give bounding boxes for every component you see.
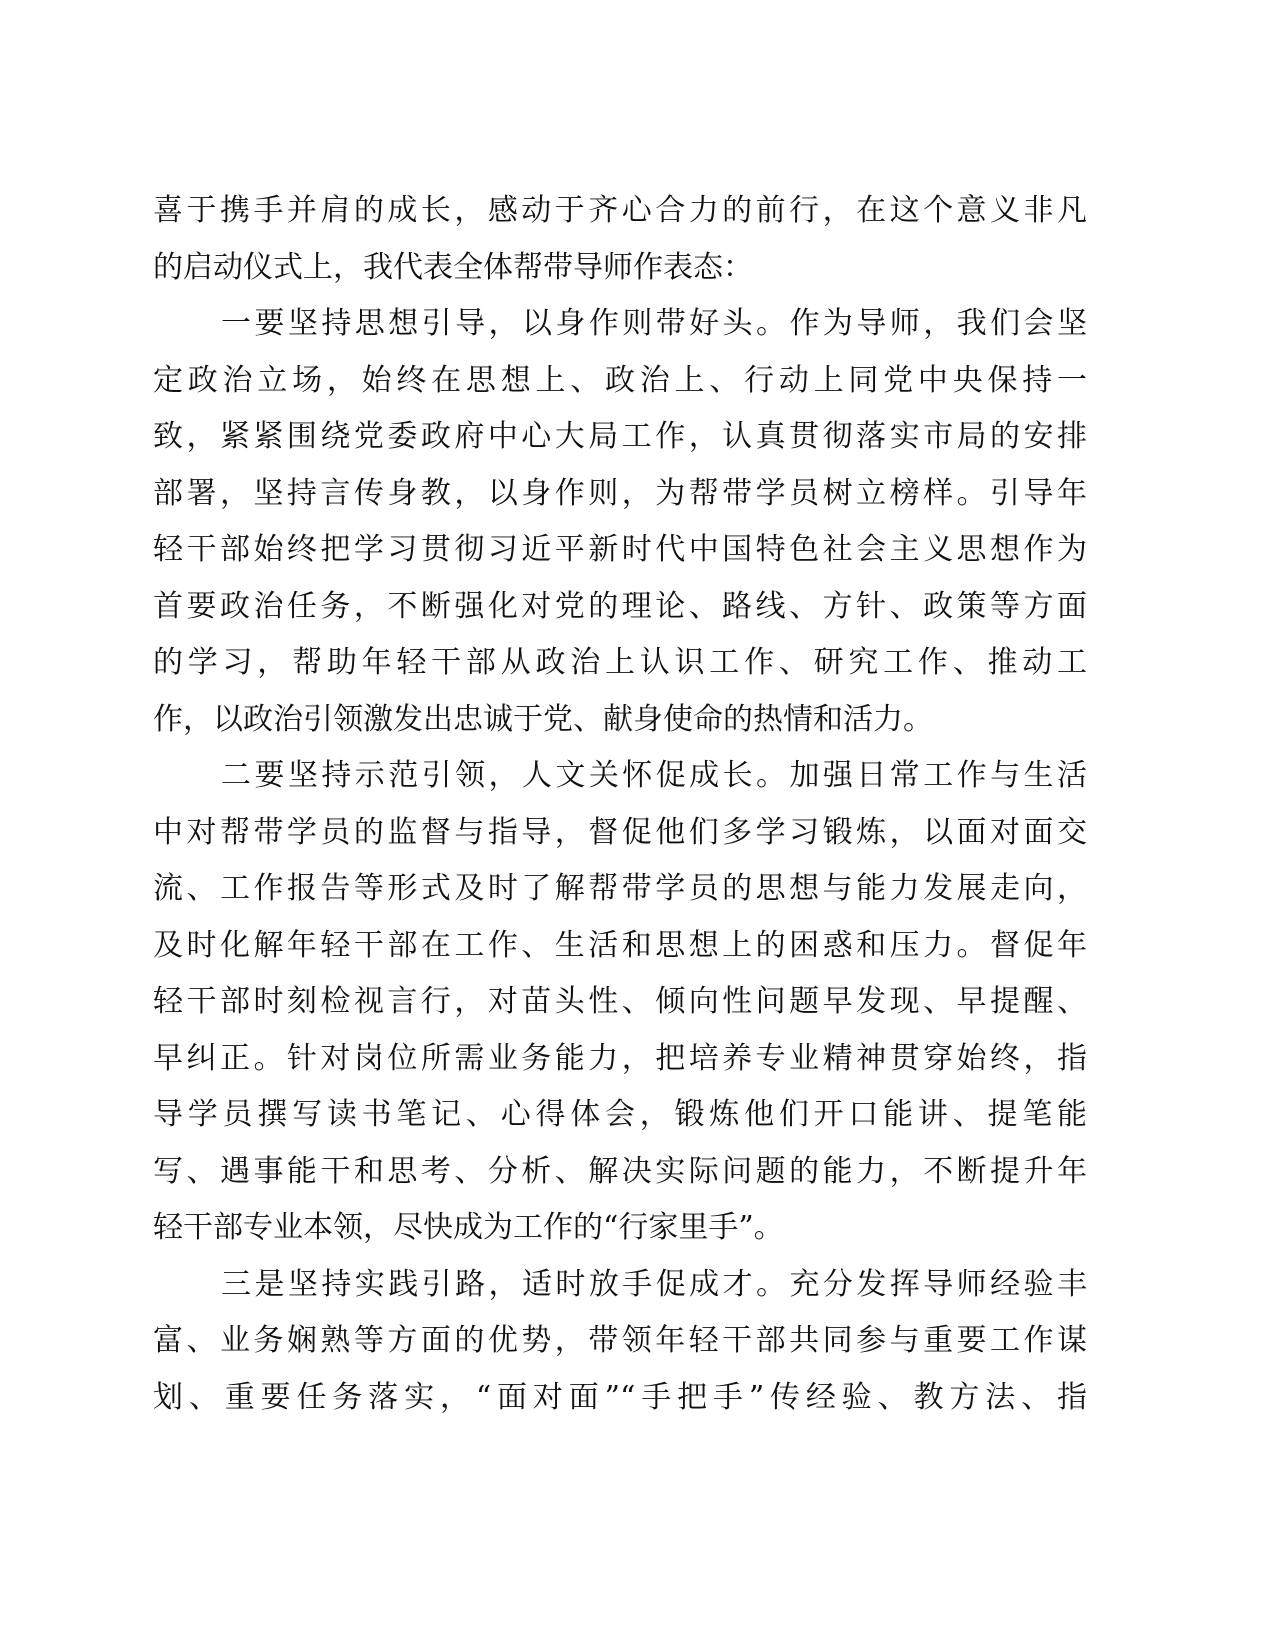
text-line: 流、工作报告等形式及时了解帮带学员的思想与能力发展走向， bbox=[153, 871, 1087, 906]
text-line: 轻干部专业本领，尽快成为工作的“行家里手”。 bbox=[153, 1210, 784, 1245]
text-line: 中对帮带学员的监督与指导，督促他们多学习锻炼，以面对面交 bbox=[153, 814, 1087, 850]
paragraph-2-first-line: 二要坚持示范引领，人文关怀促成长。加强日常工作与生活 bbox=[221, 758, 1087, 793]
text-line: 轻干部始终把学习贯彻习近平新时代中国特色社会主义思想作为 bbox=[153, 532, 1087, 567]
text-line: 部署，坚持言传身教，以身作则，为帮带学员树立榜样。引导年 bbox=[153, 475, 1087, 511]
text-line: 的启动仪式上，我代表全体帮带导师作表态： bbox=[153, 249, 753, 285]
text-line: 富、业务娴熟等方面的优势，带领年轻干部共同参与重要工作谋 bbox=[153, 1323, 1087, 1358]
text-line: 导学员撰写读书笔记、心得体会，锻炼他们开口能讲、提笔能 bbox=[153, 1097, 1087, 1132]
text-line: 首要政治任务，不断强化对党的理论、路线、方针、政策等方面 bbox=[153, 588, 1087, 624]
text-line: 喜于携手并肩的成长，感动于齐心合力的前行，在这个意义非凡 bbox=[153, 193, 1087, 228]
text-line: 划、重要任务落实，“面对面”“手把手”传经验、教方法、指 bbox=[153, 1379, 1087, 1415]
text-line: 及时化解年轻干部在工作、生活和思想上的困惑和压力。督促年 bbox=[153, 927, 1087, 963]
text-line: 致，紧紧围绕党委政府中心大局工作，认真贯彻落实市局的安排 bbox=[153, 419, 1087, 454]
text-line: 写、遇事能干和思考、分析、解决实际问题的能力，不断提升年 bbox=[153, 1153, 1087, 1189]
text-line: 的学习，帮助年轻干部从政治上认识工作、研究工作、推动工 bbox=[153, 645, 1087, 680]
text-line: 定政治立场，始终在思想上、政治上、行动上同党中央保持一 bbox=[153, 362, 1087, 398]
paragraph-3-first-line: 三是坚持实践引路，适时放手促成才。充分发挥导师经验丰 bbox=[221, 1266, 1087, 1302]
text-line: 轻干部时刻检视言行，对苗头性、倾向性问题早发现、早提醒、 bbox=[153, 984, 1087, 1019]
paragraph-1-first-line: 一要坚持思想引导，以身作则带好头。作为导师，我们会坚 bbox=[221, 306, 1087, 341]
text-line: 早纠正。针对岗位所需业务能力，把培养专业精神贯穿始终，指 bbox=[153, 1040, 1087, 1076]
body-text bbox=[153, 183, 1087, 1426]
text-line: 作，以政治引领激发出忠诚于党、献身使命的热情和活力。 bbox=[153, 701, 933, 737]
